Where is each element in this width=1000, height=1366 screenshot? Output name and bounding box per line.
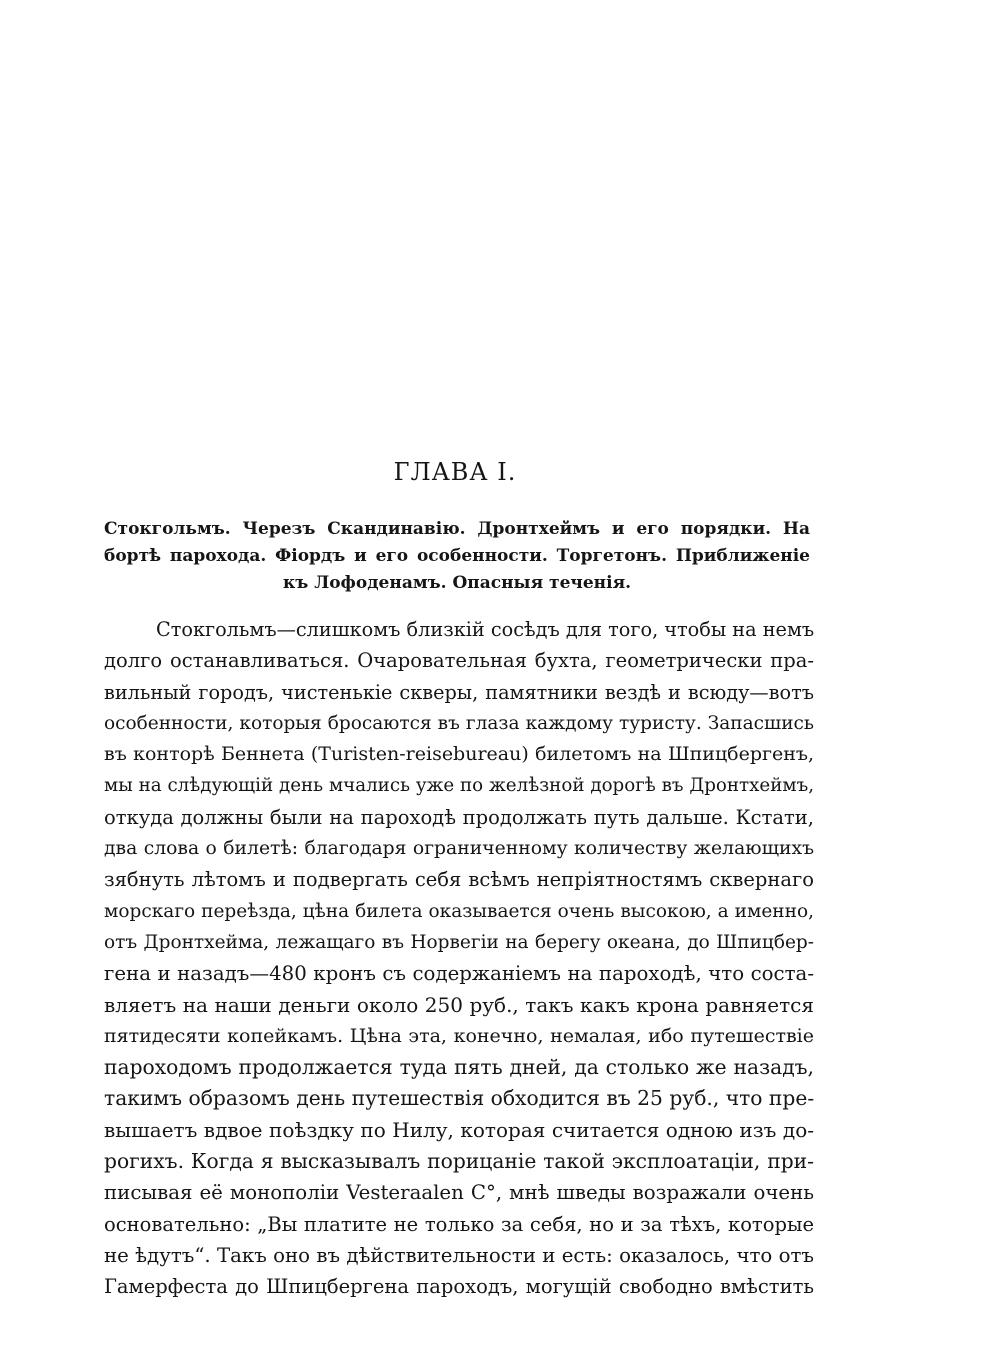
text-line: два слова о билетѣ: благодаря ограниченному количеству желающихъ bbox=[104, 838, 814, 860]
text-line: отъ Дронтхейма, лежащаго въ Норвегіи на берегу океана, до Шпицбер- bbox=[104, 931, 814, 953]
text-line: гена и назадъ—480 кронъ съ содержаніемъ на пароходѣ, что соста- bbox=[104, 962, 814, 986]
text-line: зябнуть лѣтомъ и подвергать себя всѣмъ непріятностямъ сквернаго bbox=[104, 868, 814, 892]
text-line: Гамерфеста до Шпицбергена пароходъ, могущій свободно вмѣстить bbox=[104, 1275, 814, 1299]
text-line: мы на слѣдующій день мчались уже по желѣзной дорогѣ въ Дронтхеймъ, bbox=[104, 775, 814, 797]
text-line: вильный городъ, чистенькіе скверы, памятники вездѣ и всюду—вотъ bbox=[104, 680, 814, 704]
chapter-summary: Стокгольмъ. Черезъ Скандинавію. Дронтхеймъ и его порядки. На бортѣ парохода. Фіордъ и его особенности. Торгетонъ. Приближеніе къ Лофоденамъ. Опасныя теченія. bbox=[104, 519, 810, 593]
text-line: пароходомъ продолжается туда пять дней, да столько же назадъ, bbox=[104, 1055, 814, 1080]
text-line: морскаго переѣзда, цѣна билета оказывается очень высокою, а именно, bbox=[104, 900, 814, 922]
text-line: въ конторѣ Беннета (Turisten-reisebureau) билетомъ на Шпицбергенъ, bbox=[104, 743, 814, 766]
text-line: рогихъ. Когда я высказывалъ порицаніе такой эксплоатаціи, при- bbox=[104, 1149, 814, 1174]
text-line: откуда должны были на пароходѣ продолжать путь дальше. Кстати, bbox=[104, 805, 814, 829]
text-line: долго останавливаться. Очаровательная бухта, геометрически пра- bbox=[104, 649, 814, 673]
text-line: особенности, которыя бросаются въ глаза каждому туристу. Запасшись bbox=[104, 712, 814, 734]
text-line: вышаетъ вдвое поѣздку по Нилу, которая считается одною изъ до- bbox=[104, 1117, 814, 1142]
body-text bbox=[104, 614, 814, 1303]
text-line: такимъ образомъ день путешествія обходится въ 25 руб., что пре- bbox=[104, 1086, 815, 1111]
chapter-title: ГЛАВА I. bbox=[393, 458, 517, 486]
text-line: не ѣдутъ“. Такъ оно въ дѣйствительности и есть: оказалось, что отъ bbox=[104, 1243, 814, 1267]
text-line: пятидесяти копейкамъ. Цѣна эта, конечно, немалая, ибо путешествіе bbox=[104, 1024, 814, 1047]
text-line: Стокгольмъ—слишкомъ близкій сосѣдъ для того, чтобы на немъ bbox=[156, 618, 815, 641]
text-line: вляетъ на наши деньги около 250 руб., такъ какъ крона равняется bbox=[104, 992, 814, 1017]
text-line: писывая её монополіи Vesteraalen C°, мнѣ шведы возражали очень bbox=[104, 1181, 814, 1205]
text-line: основательно: „Вы платите не только за себя, но и за тѣхъ, которые bbox=[104, 1212, 814, 1236]
